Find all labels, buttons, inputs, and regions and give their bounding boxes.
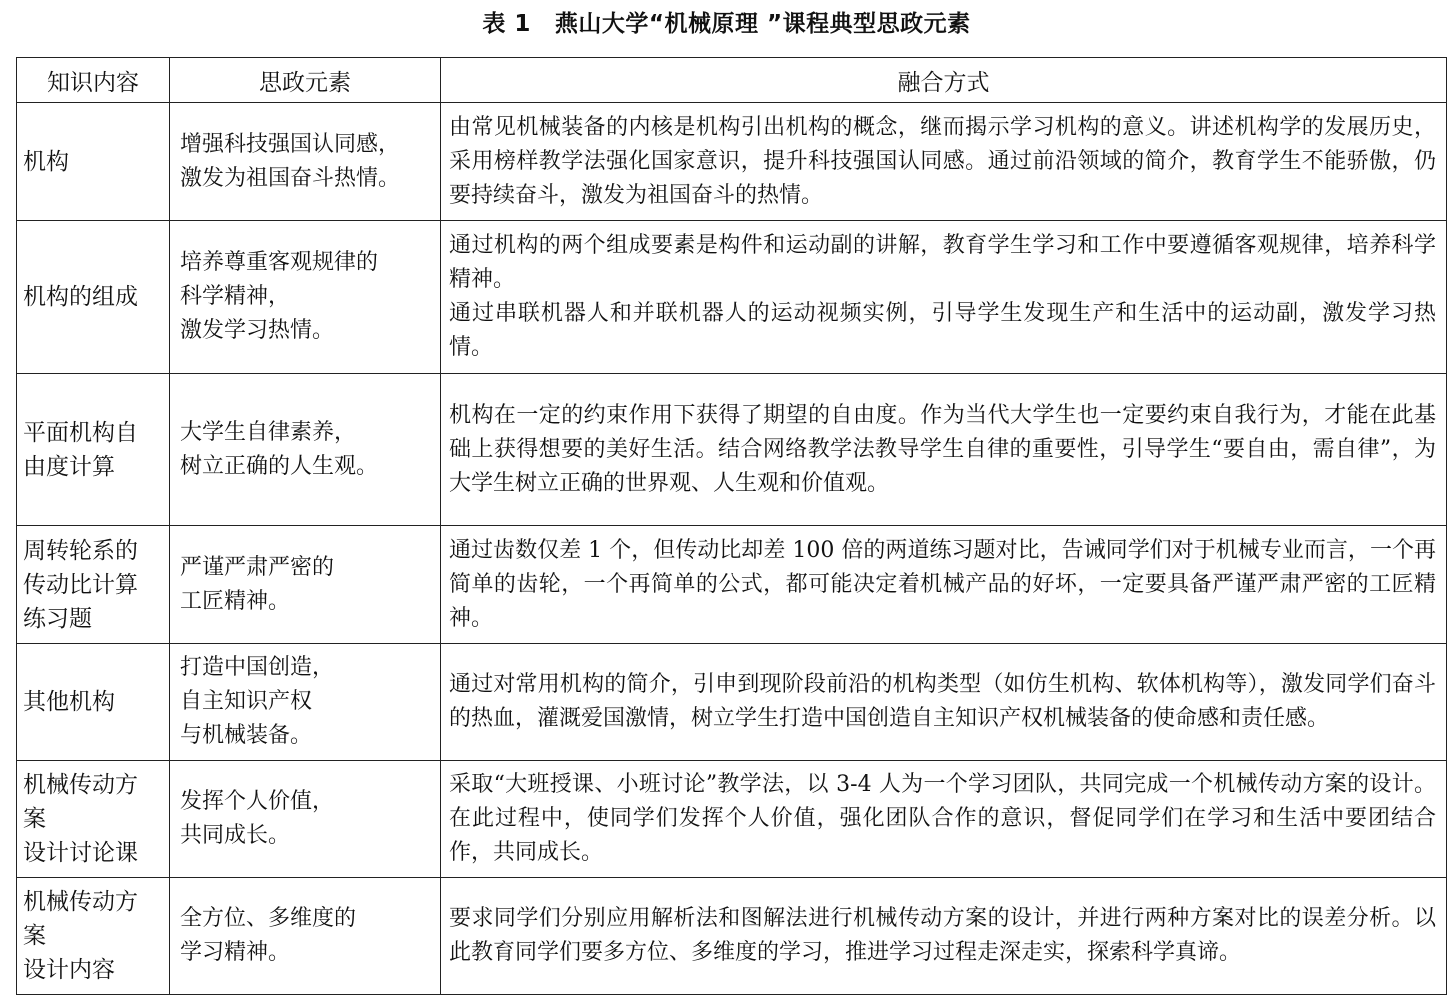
ideological-element-cell: 大学生自律素养， 树立正确的人生观。 (170, 374, 441, 526)
table-row (17, 374, 1447, 526)
integration-method-cell: 要求同学们分别应用解析法和图解法进行机械传动方案的设计，并进行两种方案对比的误差分析。以此教育同学们要多方位、多维度的学习，推进学习过程走深走实，探索科学真谛。 (441, 878, 1447, 995)
knowledge-content-cell: 机构 (17, 103, 170, 221)
ideological-elements-table (16, 57, 1447, 995)
knowledge-content-cell: 机械传动方 案 设计讨论课 (17, 761, 170, 878)
knowledge-content-cell: 周转轮系的 传动比计算 练习题 (17, 526, 170, 644)
integration-method-cell: 由常见机械装备的内核是机构引出机构的概念，继而揭示学习机构的意义。讲述机构学的发展历史，采用榜样教学法强化国家意识，提升科技强国认同感。通过前沿领域的简介，教育学生不能骄傲，仍要持续奋斗，激发为祖国奋斗的热情。 (441, 103, 1447, 221)
knowledge-content-cell: 其他机构 (17, 644, 170, 761)
knowledge-content-cell: 机械传动方 案 设计内容 (17, 878, 170, 995)
integration-method-cell: 通过对常用机构的简介，引申到现阶段前沿的机构类型（如仿生机构、软体机构等），激发同学们奋斗的热血，灌溉爱国激情，树立学生打造中国创造自主知识产权机械装备的使命感和责任感。 (441, 644, 1447, 761)
integration-method-cell: 通过机构的两个组成要素是构件和运动副的讲解，教育学生学习和工作中要遵循客观规律，培养科学精神。 通过串联机器人和并联机器人的运动视频实例，引导学生发现生产和生活中的运动副，激发学习热情。 (441, 221, 1447, 374)
table-number: 表 1 (482, 11, 531, 37)
ideological-element-cell: 增强科技强国认同感， 激发为祖国奋斗热情。 (170, 103, 441, 221)
ideological-element-cell: 打造中国创造， 自主知识产权 与机械装备。 (170, 644, 441, 761)
table-row (17, 761, 1447, 878)
table-title: 燕山大学“机械原理 ”课程典型思政元素 (554, 11, 971, 37)
header-integration-method: 融合方式 (441, 58, 1447, 103)
ideological-element-cell: 严谨严肃严密的 工匠精神。 (170, 526, 441, 644)
table-caption (0, 8, 1453, 40)
ideological-element-cell: 全方位、多维度的 学习精神。 (170, 878, 441, 995)
table-row (17, 644, 1447, 761)
ideological-element-cell: 培养尊重客观规律的 科学精神， 激发学习热情。 (170, 221, 441, 374)
knowledge-content-cell: 平面机构自 由度计算 (17, 374, 170, 526)
integration-method-cell: 采取“大班授课、小班讨论”教学法，以 3-4 人为一个学习团队，共同完成一个机械传动方案的设计。在此过程中，使同学们发挥个人价值，强化团队合作的意识，督促同学们在学习和生活中要团结合作，共同成长。 (441, 761, 1447, 878)
integration-method-cell: 通过齿数仅差 1 个，但传动比却差 100 倍的两道练习题对比，告诫同学们对于机械专业而言，一个再简单的齿轮，一个再简单的公式，都可能决定着机械产品的好坏，一定要具备严谨严肃严密的工匠精神。 (441, 526, 1447, 644)
table-row (17, 526, 1447, 644)
table-row (17, 878, 1447, 995)
ideological-element-cell: 发挥个人价值， 共同成长。 (170, 761, 441, 878)
knowledge-content-cell: 机构的组成 (17, 221, 170, 374)
header-ideological-element: 思政元素 (170, 58, 441, 103)
table-row (17, 221, 1447, 374)
integration-method-cell: 机构在一定的约束作用下获得了期望的自由度。作为当代大学生也一定要约束自我行为，才能在此基础上获得想要的美好生活。结合网络教学法教导学生自律的重要性，引导学生“要自由，需自律”，为大学生树立正确的世界观、人生观和价值观。 (441, 374, 1447, 526)
table-row (17, 103, 1447, 221)
table-header-row (17, 58, 1447, 103)
header-knowledge-content: 知识内容 (17, 58, 170, 103)
